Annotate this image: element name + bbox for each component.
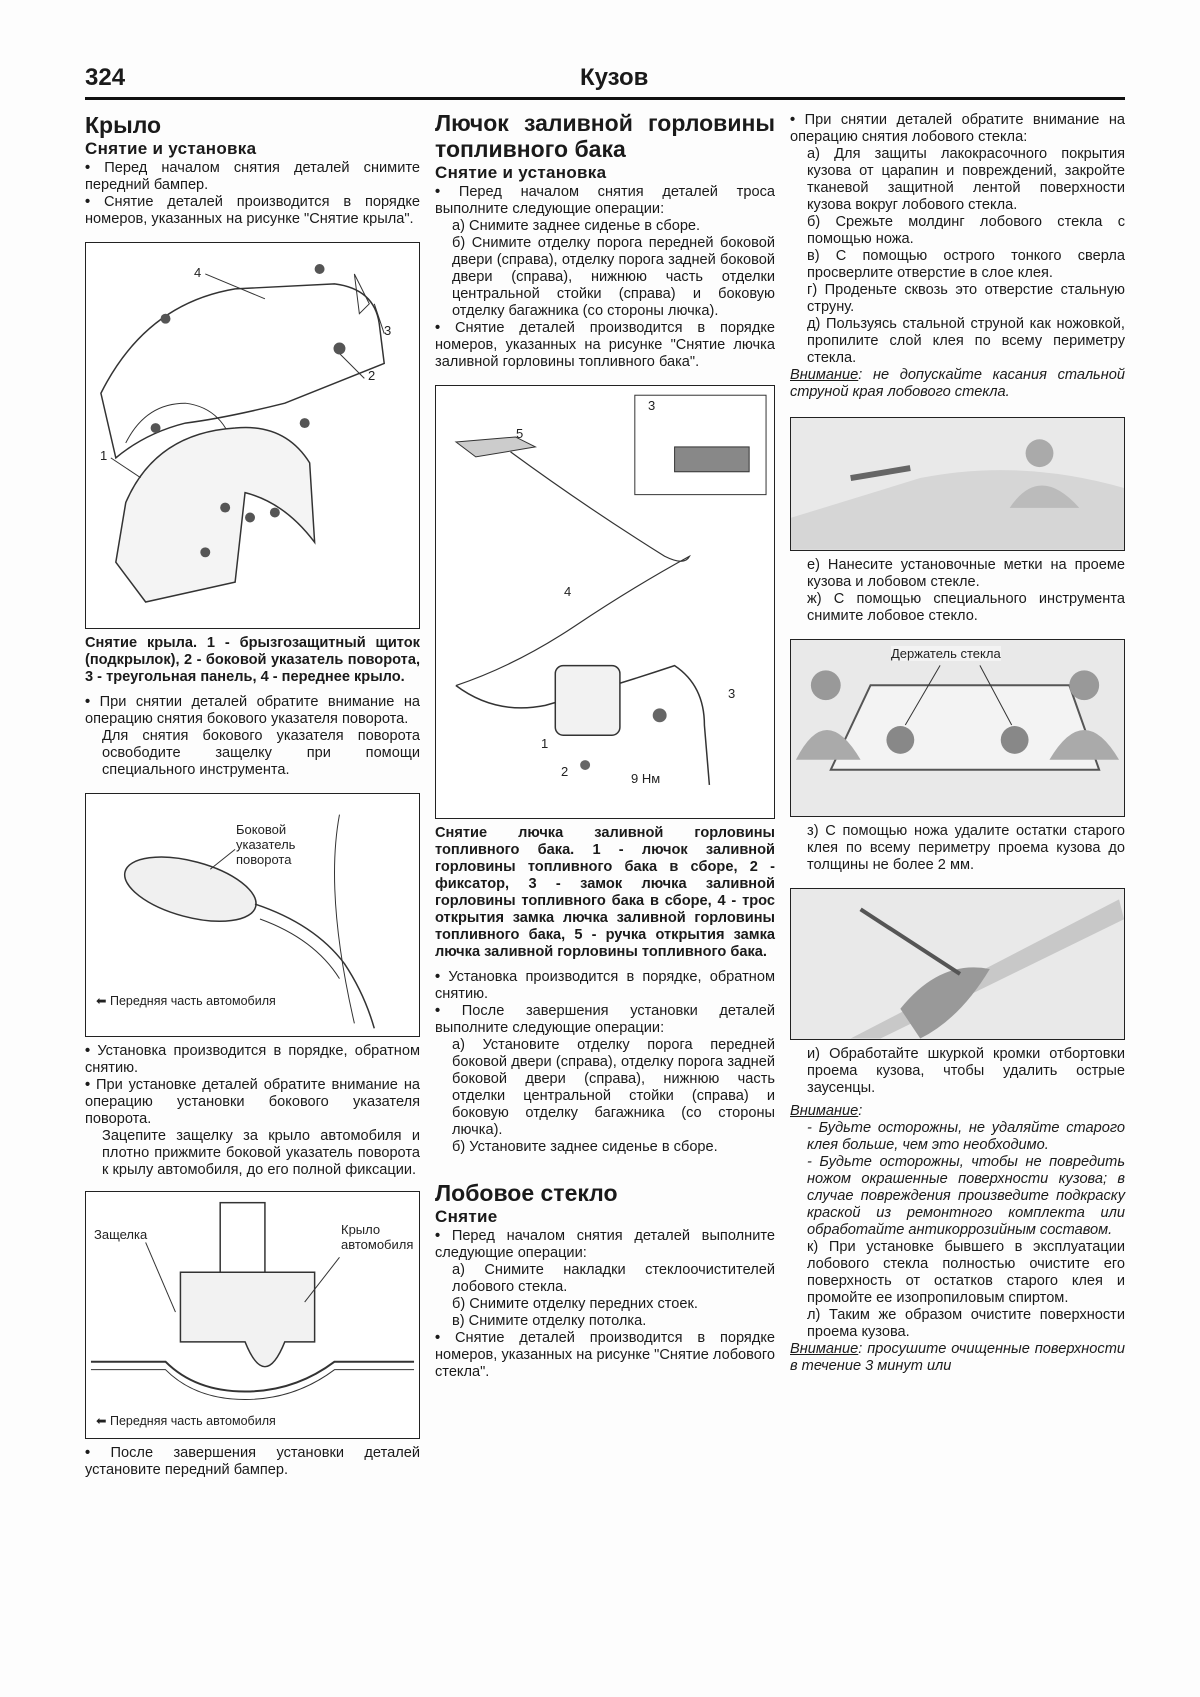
callout-4: 4 <box>564 584 572 599</box>
callout-2: 2 <box>561 764 569 779</box>
step-e: е) Нанесите установочные метки на проеме кузова и лобовом стекле. <box>807 557 1125 590</box>
photo-knife <box>790 888 1125 1040</box>
paragraph: б) Установите заднее сиденье в сборе. <box>452 1139 718 1155</box>
paragraph: • При установке деталей обратите внимание на операцию установки бокового указателя поворота. <box>85 1077 420 1128</box>
warning-note <box>790 1341 1125 1375</box>
front-text: Передняя часть автомобиля <box>109 994 276 1008</box>
callout-1: 1 <box>541 736 549 751</box>
paragraph: • Перед началом снятия деталей выполните следующие операции: <box>435 1228 775 1262</box>
fender-label: Крыло автомобиля <box>341 1222 414 1252</box>
step-z: з) С помощью ножа удалите остатки старого клея по всему периметру проема кузова до толщины не более 2 мм. <box>807 823 1125 873</box>
step-a: а) Для защиты лакокрасочного покрытия кузова от царапин и повреждений, закройте тканевой защитной лентой поверхности кузова вокруг лобового стекла. <box>807 146 1125 213</box>
callout-1: 1 <box>100 448 108 463</box>
fuel-lid-diagram <box>436 386 774 818</box>
warning-note: Внимание: <box>790 1103 863 1119</box>
paragraph: • Снятие деталей производится в порядке номеров, указанных на рисунке "Снятие крыла". <box>85 194 420 228</box>
figure-fender-removal <box>85 242 420 629</box>
paragraph: в) Снимите отделку потолка. <box>452 1313 647 1329</box>
glass-holder-label: Держатель стекла <box>891 646 1001 661</box>
paragraph: б) Снимите отделку порога передней боковой двери (справа), отделку порога задней боковой двери (справа), нижнюю часть отделки центральной стойки (справа) и боковую отделку багажника (со стороны лючка). <box>452 235 775 319</box>
workers-photo <box>791 640 1124 816</box>
step-i: и) Обработайте шкуркой кромки отбортовки проема кузова, чтобы удалить острые заусенцы. <box>807 1046 1125 1096</box>
paragraph: • После завершения установки деталей выполните следующие операции: <box>435 1003 775 1037</box>
paragraph: Зацепите защелку за крыло автомобиля и плотно прижмите боковой указатель поворота к крылу автомобиля, до его полной фиксации. <box>102 1128 420 1178</box>
paragraph: • Установка производится в порядке, обратном снятию. <box>85 1043 420 1077</box>
turn-signal-label: Боковой указатель поворота <box>236 822 296 867</box>
figure-turn-signal <box>85 793 420 1037</box>
step-k: к) При установке бывшего в эксплуатации лобового стекла полностью очистите его поверхность от остатков старого клея и промойте ее изопропиловым спиртом. <box>807 1239 1125 1306</box>
warning-label: Внимание <box>790 1341 859 1357</box>
worker-photo <box>791 418 1124 550</box>
photo-glass-holder <box>790 639 1125 817</box>
figure-latch <box>85 1191 420 1439</box>
left-column <box>85 112 420 1479</box>
subheading: Снятие <box>435 1207 498 1226</box>
paragraph: Для снятия бокового указателя поворота освободите защелку при помощи специального инструмента. <box>102 728 420 778</box>
paragraph: • Установка производится в порядке, обратном снятию. <box>435 969 775 1003</box>
warning-item: - Будьте осторожны, чтобы не повредить ножом окрашенные поверхности кузова; в случае повреждения произведите подкраску краской из ремонтного комплекта или обработайте антикоррозийным составом. <box>807 1154 1125 1238</box>
paragraph: • Снятие деталей производится в порядке номеров, указанных на рисунке "Снятие лючка заливной горловины топливного бака". <box>435 320 775 371</box>
middle-column <box>435 110 775 1381</box>
step-d: д) Пользуясь стальной струной как ножовкой, пропилите слой клея по всему периметру стекла. <box>807 316 1125 366</box>
callout-2: 2 <box>368 368 376 383</box>
paragraph: а) Снимите заднее сиденье в сборе. <box>452 218 701 234</box>
right-column <box>790 112 1125 1375</box>
paragraph: б) Снимите отделку передних стоек. <box>452 1296 698 1312</box>
step-v: в) С помощью острого тонкого сверла просверлите отверстие в слое клея. <box>807 248 1125 281</box>
latch-label: Защелка <box>94 1227 148 1242</box>
callout-5: 5 <box>516 426 524 441</box>
step-b: б) Срежьте молдинг лобового стекла с помощью ножа. <box>807 214 1125 247</box>
callout-3: 3 <box>384 323 392 338</box>
heading-fuel-lid: Лючок заливной горловины топливного бака <box>435 110 775 162</box>
paragraph: • При снятии деталей обратите внимание на операцию снятия лобового стекла: <box>790 112 1125 146</box>
warning-item: - Будьте осторожны, не удаляйте старого клея больше, чем это необходимо. <box>807 1120 1125 1153</box>
front-direction-label: ⬅ Передняя часть автомобиля <box>96 1414 276 1428</box>
paragraph: а) Снимите накладки стеклоочистителей лобового стекла. <box>452 1262 775 1295</box>
section-title: Кузов <box>580 64 649 91</box>
figure-caption: Снятие крыла. 1 - брызгозащитный щиток (подкрылок), 2 - боковой указатель поворота, 3 - треугольная панель, 4 - переднее крыло. <box>85 635 420 685</box>
subheading: Снятие и установка <box>435 163 607 182</box>
front-direction-label: ⬅ Передняя часть автомобиля <box>96 994 276 1008</box>
paragraph: а) Установите отделку порога передней боковой двери (справа), отделку порога задней боковой двери (справа), нижнюю часть отделки центральной стойки (справа) и боковую отделку багажника (со стороны лючка). <box>452 1037 775 1138</box>
page-number: 324 <box>85 64 126 91</box>
knife-photo <box>791 889 1124 1039</box>
warning-text: : просушите очищенные поверхности в течение 3 минут или <box>790 1341 1125 1374</box>
warning-label: Внимание <box>790 1103 859 1119</box>
header-rule <box>85 97 1125 100</box>
subheading: Снятие и установка <box>85 139 257 158</box>
figure-caption: Снятие лючка заливной горловины топливного бака. 1 - лючок заливной горловины топливного бака в сборе, 2 - фиксатор, 3 - замок лючка заливной горловины топливного бака в сборе, 4 - трос открытия замка лючка заливной горловины топливного бака, 5 - ручка открытия замка лючка заливной горловины топливного бака. <box>435 825 775 960</box>
paragraph: • Перед началом снятия деталей троса выполните следующие операции: <box>435 184 775 218</box>
torque-label: 9 Нм <box>631 771 661 786</box>
heading-windshield: Лобовое стекло <box>435 1180 618 1206</box>
paragraph: • При снятии деталей обратите внимание на операцию снятия бокового указателя поворота. <box>85 694 420 728</box>
callout-4: 4 <box>194 265 202 280</box>
step-zh: ж) С помощью специального инструмента снимите лобовое стекло. <box>807 591 1125 624</box>
photo-cutting-glue <box>790 417 1125 551</box>
figure-fuel-lid <box>435 385 775 819</box>
step-g: г) Проденьте сквозь это отверстие стальную струну. <box>807 282 1125 315</box>
paragraph: • После завершения установки деталей установите передний бампер. <box>85 1445 420 1479</box>
step-l: л) Таким же образом очистите поверхности проема кузова. <box>807 1307 1125 1340</box>
front-text: Передняя часть автомобиля <box>109 1414 276 1428</box>
warning-text: : не допускайте касания стальной струной края лобового стекла. <box>790 367 1125 400</box>
paragraph: • Перед началом снятия деталей снимите передний бампер. <box>85 160 420 194</box>
callout-3-inset: 3 <box>648 398 656 413</box>
callout-3: 3 <box>728 686 736 701</box>
warning-note <box>790 367 1125 401</box>
fender-diagram <box>86 243 419 628</box>
paragraph: • Снятие деталей производится в порядке номеров, указанных на рисунке "Снятие лобового стекла". <box>435 1330 775 1381</box>
heading-fender: Крыло <box>85 112 162 138</box>
warning-label: Внимание <box>790 367 859 383</box>
